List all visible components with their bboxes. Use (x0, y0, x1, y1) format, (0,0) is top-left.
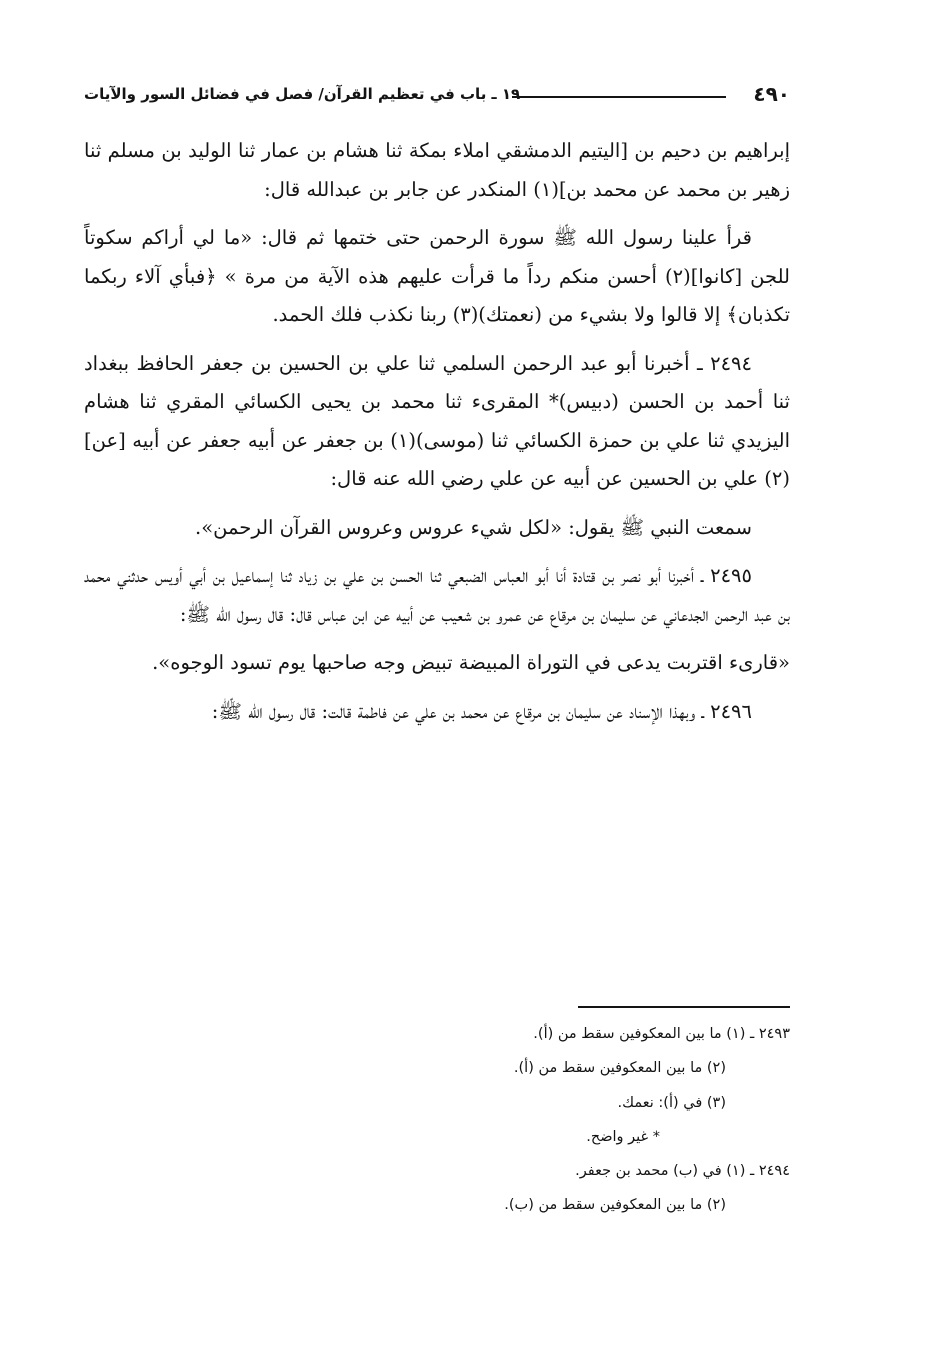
paragraph-hadith-2495-text: «قارىء اقتربت يدعى في التوراة المبيضة تبيض وجه صاحبها يوم تسود الوجوه». (152, 651, 790, 674)
paragraph-hadith-2495: ٢٤٩٥ ـ أخبرنا أبو نصر بن قتادة أنا أبو العباس الضبعي ثنا الحسن بن علي بن زياد ثنا إسماعيل بن أبي أويس حدثني محمد بن عبد الرحمن الجدعاني عن سليمان بن مرقاع عن عمرو بن شعيب عن أبيه عن ابن عباس قال: قال رسول الله ﷺ: (84, 564, 790, 626)
chapter-title: ١٩ ـ باب في تعظيم القرآن/ فصل في فضائل السور والآيات (84, 85, 521, 103)
paragraph-isnad-continuation: إبراهيم بن دحيم بن [اليتيم الدمشقي املاء بمكة ثنا هشام بن عمار ثنا الوليد بن مسلم ثنا زهير بن محمد عن محمد بن](١) المنكدر عن جابر بن عبدالله قال: (84, 139, 790, 201)
paragraph-hadith-2494: ٢٤٩٤ ـ أخبرنا أبو عبد الرحمن السلمي ثنا علي بن الحسين بن جعفر الحافظ ببغداد ثنا أحمد بن الحسن (دبيس)* المقرىء ثنا محمد بن يحيى الكسائي المقري ثنا هشام اليزيدي ثنا علي بن حمزة الكسائي ثنا (موسى)(١) بن جعفر عن أبيه جعفر عن أبيه [عن](٢) علي بن الحسين عن أبيه عن علي رضي الله عنه قال: (84, 351, 790, 490)
main-text (84, 132, 790, 731)
running-header (84, 79, 790, 113)
paragraph-hadith-text: قرأ علينا رسول الله ﷺ سورة الرحمن حتى ختمها ثم قال: «ما لي أراكم سكوتاً للجن [كانوا](٢) أحسن منكم رداً ما قرأت عليهم هذه الآية من مرة » ﴿فبأي آلاء ربكما تكذبان﴾ إلا قالوا ولا بشيء من (نعمتك)(٣) ربنا نكذب فلك الحمد. (84, 226, 791, 326)
paragraph-hadith-2494-text: سمعت النبي ﷺ يقول: «لكل شيء عروس وعروس القرآن الرحمن». (195, 515, 752, 539)
footnote-2493-1: ٢٤٩٣ ـ (١) ما بين المعكوفين سقط من (أ). (533, 1026, 790, 1042)
page-number: ٤٩٠ (753, 82, 790, 106)
footnote-2494-1: ٢٤٩٤ ـ (١) في (ب) محمد بن جعفر. (575, 1163, 790, 1180)
footnote-2494-2: (٢) ما بين المعكوفين سقط من (ب). (504, 1197, 726, 1214)
footnote-rule (578, 1006, 790, 1008)
footnote-2493-2: (٢) ما بين المعكوفين سقط من (أ). (513, 1060, 726, 1077)
paragraph-hadith-2496: ٢٤٩٦ ـ وبهذا الإسناد عن سليمان بن مرقاع عن محمد بن علي عن فاطمة قالت: قال رسول الله ﷺ: (211, 699, 752, 723)
footnotes (84, 1017, 790, 1223)
footnote-2493-3: (٣) في (أ): نعمك. (617, 1094, 726, 1111)
header-rule (512, 96, 726, 98)
book-page (84, 0, 790, 1365)
footnote-asterisk: * غير واضح. (586, 1128, 660, 1145)
